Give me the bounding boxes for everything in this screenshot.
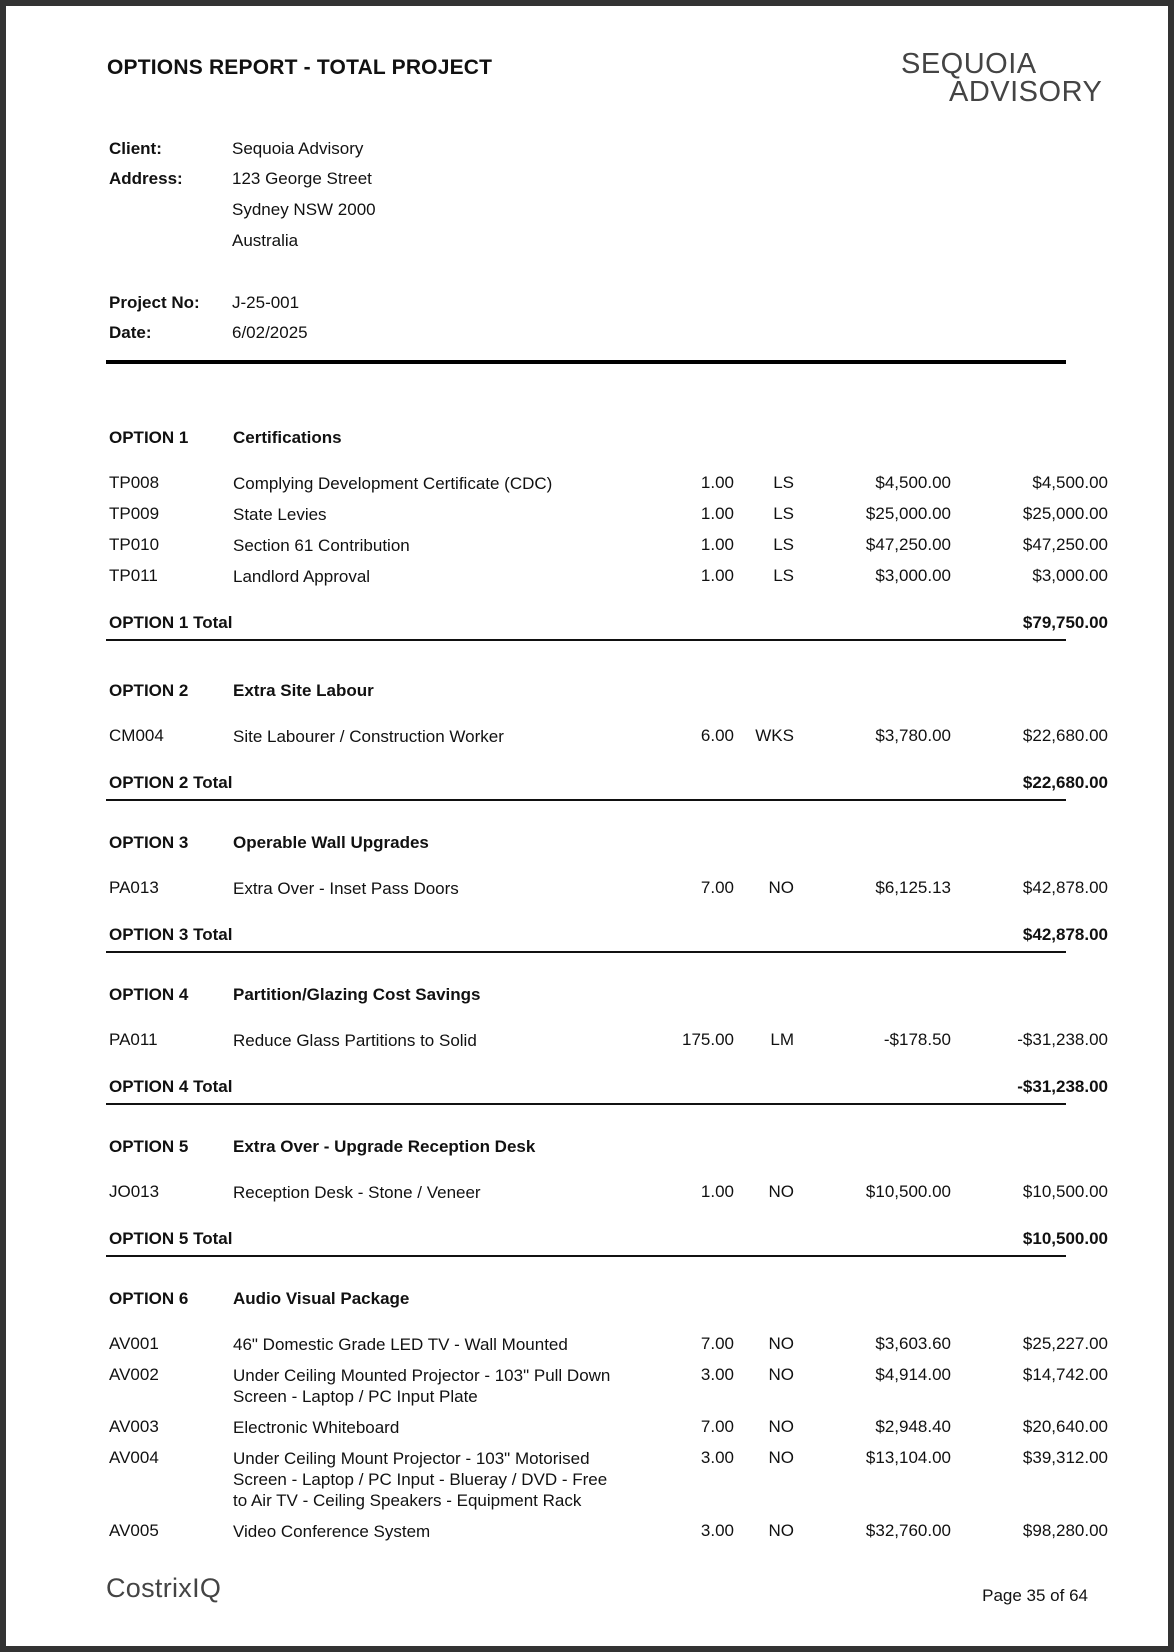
item-amount: $39,312.00 [1022,1448,1108,1467]
option-total-value: $42,878.00 [1022,925,1108,944]
item-rate: $2,948.40 [875,1417,951,1436]
item-description: Site Labourer / Construction Worker [233,727,504,746]
item-amount: $20,640.00 [1022,1417,1108,1436]
project-no-value: J-25-001 [232,293,300,312]
item-amount: $14,742.00 [1022,1365,1108,1384]
item-rate: $25,000.00 [865,504,951,523]
option-total-value: $22,680.00 [1022,773,1108,792]
item-amount: $25,227.00 [1022,1334,1108,1353]
item-rate: $32,760.00 [865,1521,951,1540]
item-quantity: 3.00 [700,1365,734,1384]
item-code: AV005 [109,1521,159,1540]
option-total-divider [106,1255,1066,1257]
date-value: 6/02/2025 [232,323,308,342]
options-table [6,6,1168,1566]
footer-brand-logo: CostrixIQ [106,1573,222,1603]
item-description: Under Ceiling Mount Projector - 103" Motorised Screen - Laptop / PC Input - Blueray / DVD - Free to Air TV - Ceiling Speakers - Equipment Rack [233,1449,608,1510]
item-rate: $3,000.00 [875,566,951,585]
item-description: Landlord Approval [233,567,371,586]
item-code: JO013 [109,1182,160,1201]
item-description: Extra Over - Inset Pass Doors [233,879,459,898]
item-quantity: 7.00 [700,1417,734,1436]
item-amount: $25,000.00 [1022,504,1108,523]
option-total-divider [106,639,1066,641]
option-label: OPTION 3 [109,833,189,852]
item-unit: NO [768,878,794,897]
item-unit: LS [773,566,794,585]
item-description: Electronic Whiteboard [233,1418,400,1437]
item-code: TP010 [109,535,160,554]
item-rate: $4,500.00 [875,473,951,492]
item-unit: NO [768,1521,794,1540]
option-total-label: OPTION 5 Total [109,1229,233,1248]
option-title: Audio Visual Package [233,1289,410,1308]
item-description: Under Ceiling Mounted Projector - 103" Pull Down Screen - Laptop / PC Input Plate [233,1366,611,1406]
item-unit: NO [768,1182,794,1201]
item-description: Complying Development Certificate (CDC) [233,474,553,493]
client-label: Client: [109,139,162,158]
item-rate: $6,125.13 [875,878,951,897]
option-total-value: $79,750.00 [1022,613,1108,632]
option-title: Extra Over - Upgrade Reception Desk [233,1137,536,1156]
client-name: Sequoia Advisory [232,139,364,158]
item-rate: $10,500.00 [865,1182,951,1201]
item-unit: NO [768,1448,794,1467]
option-label: OPTION 1 [109,428,189,447]
option-title: Certifications [233,428,342,447]
item-amount: -$31,238.00 [1017,1030,1108,1049]
option-total-divider [106,951,1066,953]
option-title: Operable Wall Upgrades [233,833,429,852]
address-line: 123 George Street [232,169,372,188]
item-quantity: 6.00 [700,726,734,745]
item-unit: WKS [755,726,794,745]
item-quantity: 1.00 [700,473,734,492]
item-amount: $22,680.00 [1022,726,1108,745]
item-code: TP011 [109,566,158,585]
item-quantity: 3.00 [700,1521,734,1540]
project-no-label: Project No: [109,293,200,312]
item-quantity: 3.00 [700,1448,734,1467]
item-unit: LM [770,1030,794,1049]
report-title: OPTIONS REPORT - TOTAL PROJECT [107,56,493,79]
item-unit: NO [768,1365,794,1384]
item-description: Reception Desk - Stone / Veneer [233,1183,481,1202]
item-rate: $13,104.00 [865,1448,951,1467]
item-quantity: 1.00 [700,566,734,585]
item-amount: $42,878.00 [1022,878,1108,897]
item-description: State Levies [233,505,327,524]
item-amount: $10,500.00 [1022,1182,1108,1201]
item-code: AV001 [109,1334,159,1353]
item-unit: LS [773,473,794,492]
item-amount: $4,500.00 [1032,473,1108,492]
item-quantity: 1.00 [700,504,734,523]
item-rate: $3,780.00 [875,726,951,745]
item-code: TP009 [109,504,160,523]
item-description: Section 61 Contribution [233,536,410,555]
option-total-value: -$31,238.00 [1017,1077,1108,1096]
option-label: OPTION 4 [109,985,189,1004]
logo-line-2: ADVISORY [949,76,1103,108]
item-amount: $47,250.00 [1022,535,1108,554]
item-amount: $98,280.00 [1022,1521,1108,1540]
item-description: Reduce Glass Partitions to Solid [233,1031,477,1050]
option-total-label: OPTION 4 Total [109,1077,233,1096]
address-line: Australia [232,231,299,250]
item-code: AV002 [109,1365,159,1384]
option-total-label: OPTION 2 Total [109,773,233,792]
item-quantity: 7.00 [700,1334,734,1353]
item-amount: $3,000.00 [1032,566,1108,585]
item-description: Video Conference System [233,1522,431,1541]
item-quantity: 175.00 [682,1030,734,1049]
item-code: AV003 [109,1417,159,1436]
option-label: OPTION 2 [109,681,189,700]
option-total-value: $10,500.00 [1022,1229,1108,1248]
item-quantity: 1.00 [700,1182,734,1201]
report-page [6,6,1168,1646]
item-code: CM004 [109,726,164,745]
item-unit: NO [768,1334,794,1353]
item-rate: -$178.50 [883,1030,951,1049]
item-rate: $3,603.60 [875,1334,951,1353]
option-total-divider [106,799,1066,801]
item-quantity: 1.00 [700,535,734,554]
option-title: Extra Site Labour [233,681,374,700]
address-line: Sydney NSW 2000 [232,200,376,219]
item-code: PA011 [109,1030,158,1049]
date-label: Date: [109,323,152,342]
item-description: 46" Domestic Grade LED TV - Wall Mounted [233,1335,568,1354]
option-total-divider [106,1103,1066,1105]
logo-line-1: SEQUOIA [901,48,1037,80]
option-label: OPTION 5 [109,1137,189,1156]
item-unit: NO [768,1417,794,1436]
item-rate: $47,250.00 [865,535,951,554]
item-quantity: 7.00 [700,878,734,897]
option-title: Partition/Glazing Cost Savings [233,985,481,1004]
item-rate: $4,914.00 [875,1365,951,1384]
item-unit: LS [773,504,794,523]
option-label: OPTION 6 [109,1289,189,1308]
option-total-label: OPTION 3 Total [109,925,233,944]
page-number: Page 35 of 64 [982,1586,1088,1605]
option-total-label: OPTION 1 Total [109,613,233,632]
address-label: Address: [109,169,183,188]
item-code: AV004 [109,1448,159,1467]
item-unit: LS [773,535,794,554]
item-code: TP008 [109,473,160,492]
item-code: PA013 [109,878,159,897]
